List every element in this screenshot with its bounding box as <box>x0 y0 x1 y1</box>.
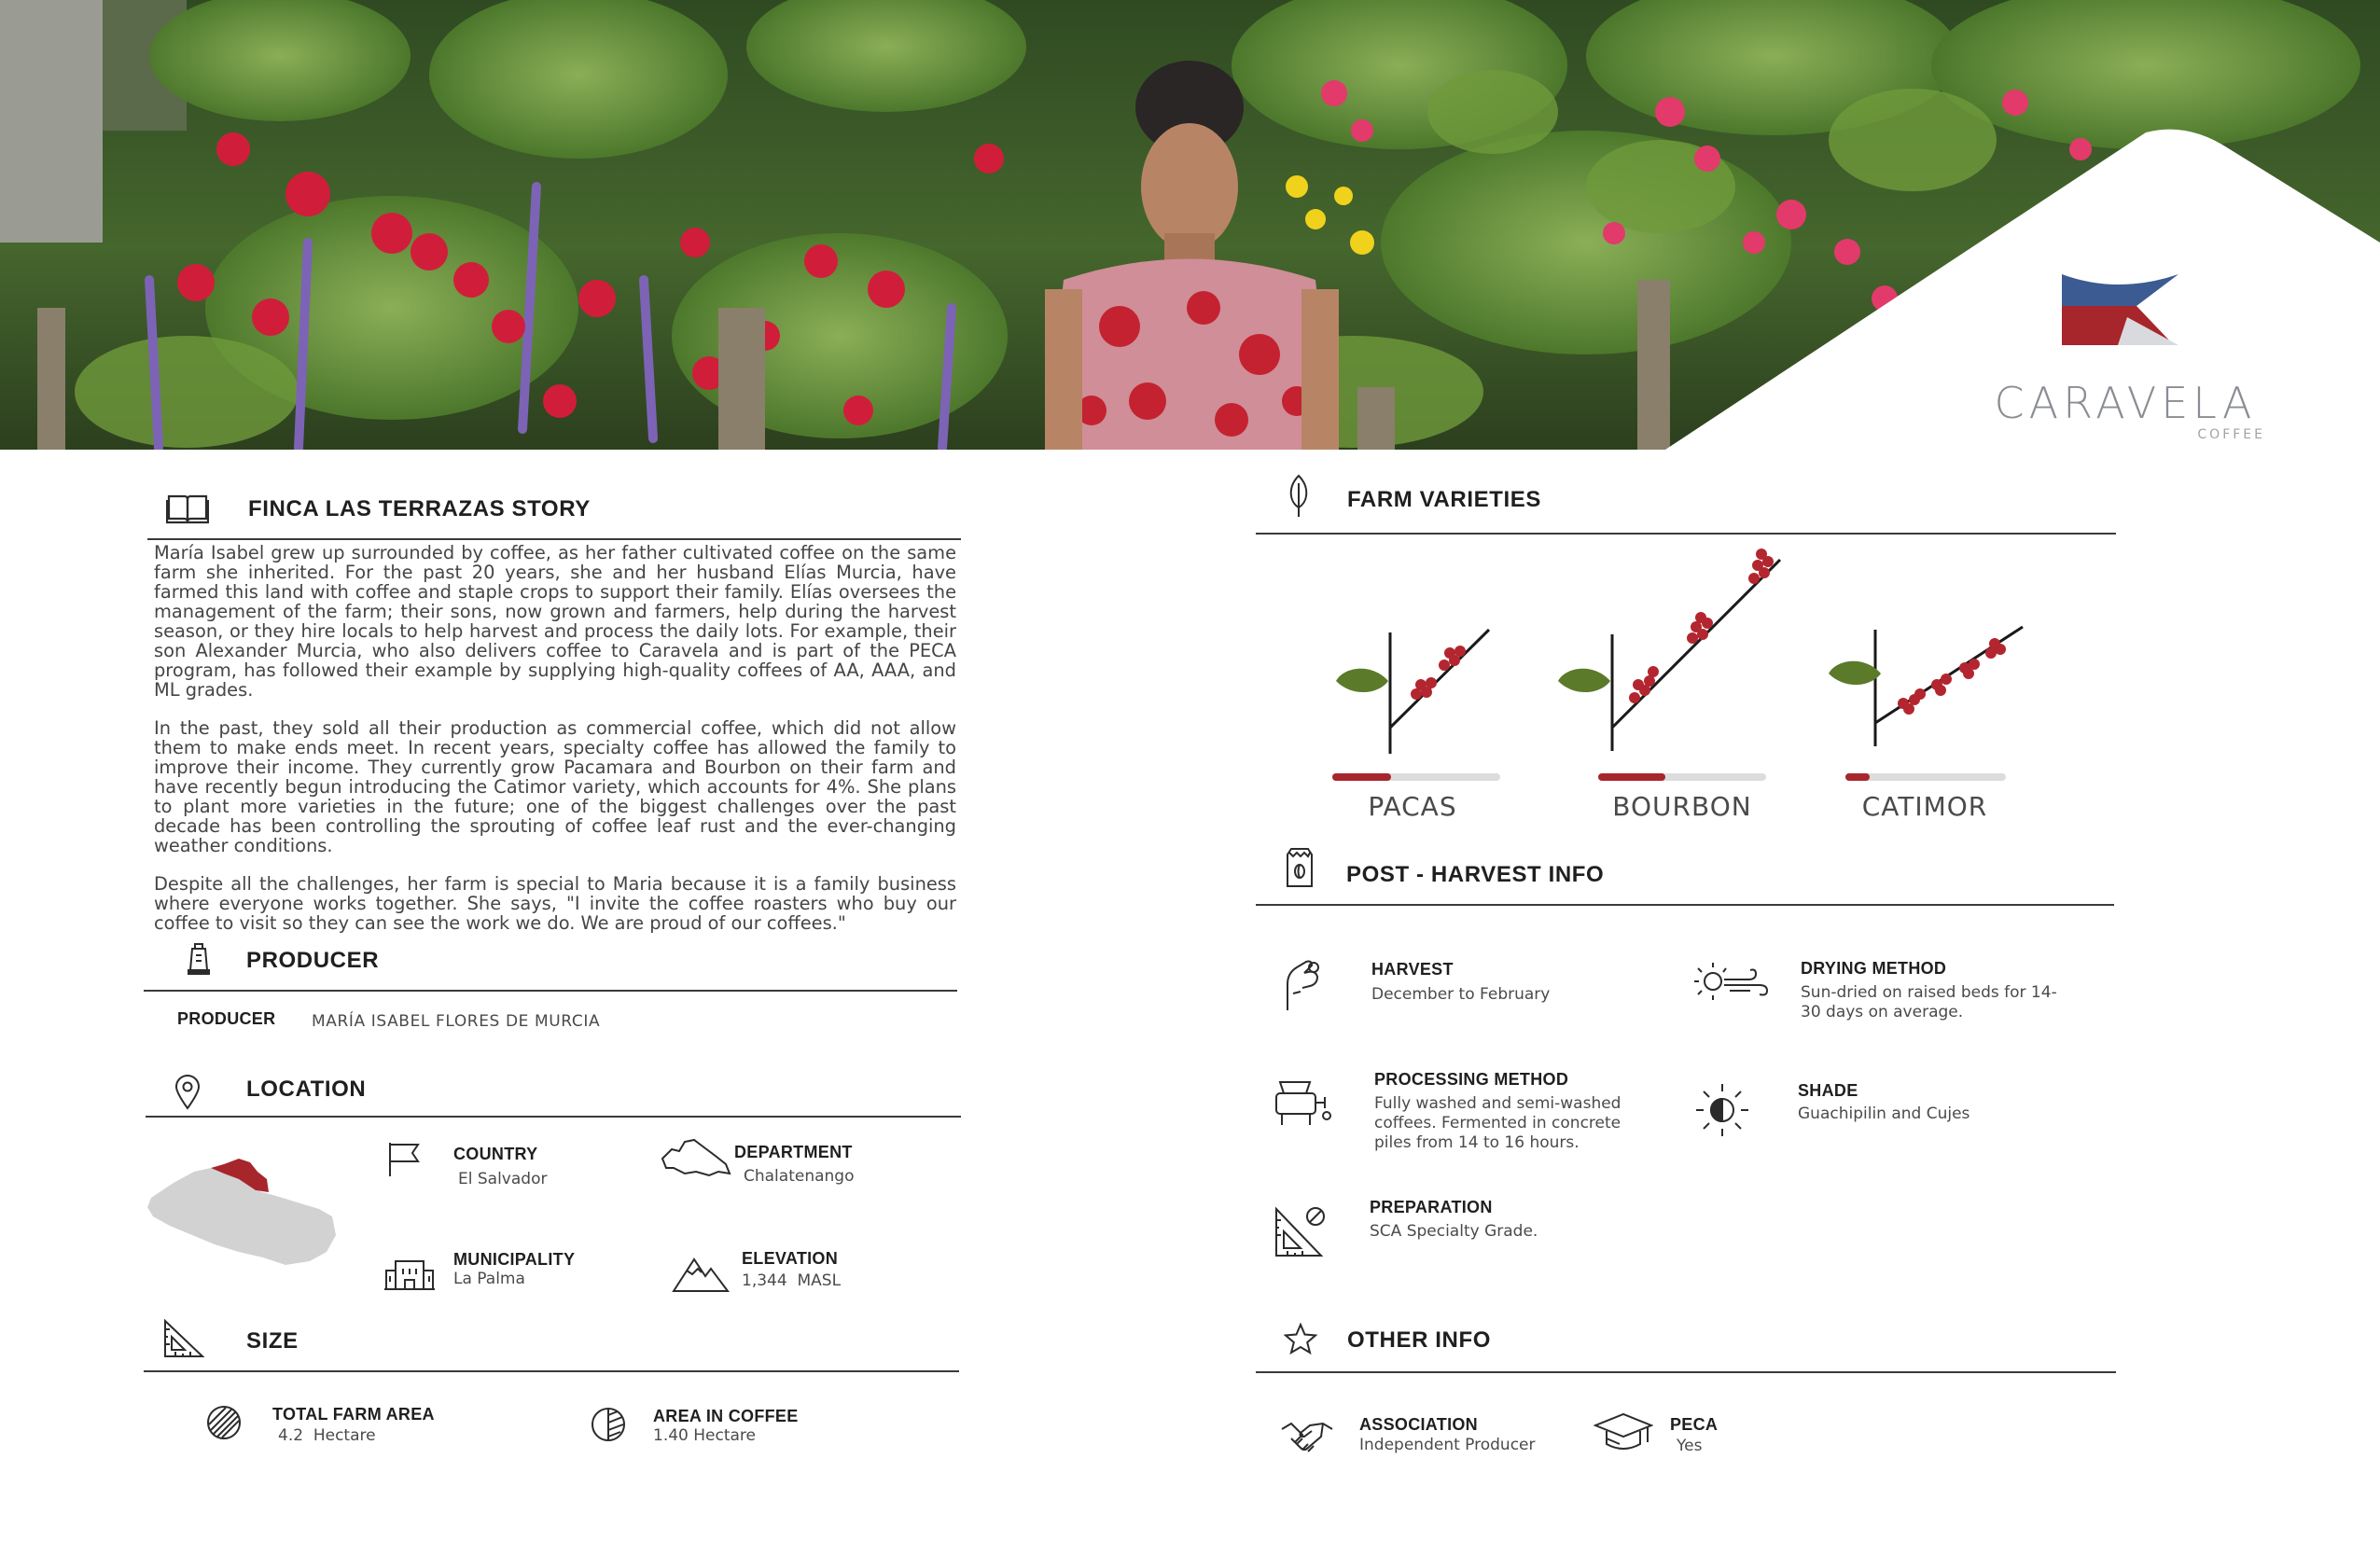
variety-bourbon-icon <box>1556 541 1789 787</box>
location-rule <box>146 1116 961 1118</box>
post-harvest-title: POST - HARVEST INFO <box>1346 862 1605 887</box>
variety-pacas-label: PACAS <box>1368 791 1457 822</box>
lantern-icon <box>187 942 211 976</box>
shade-label: SHADE <box>1798 1081 1858 1100</box>
coffee-area-value: 1.40 Hectare <box>653 1426 757 1445</box>
association-label: ASSOCIATION <box>1359 1415 1478 1434</box>
variety-bourbon-label: BOURBON <box>1612 791 1752 822</box>
handshake-icon <box>1280 1416 1334 1457</box>
country-label: COUNTRY <box>453 1145 538 1163</box>
territory-icon <box>661 1136 731 1179</box>
brand-sub: COFFEE <box>2197 427 2265 442</box>
story-title: FINCA LAS TERRAZAS STORY <box>248 496 591 521</box>
producer-label: PRODUCER <box>177 1009 276 1028</box>
harvest-label: HARVEST <box>1371 960 1454 979</box>
story-text <box>154 543 956 952</box>
circle-hatched-icon <box>205 1404 243 1441</box>
circle-half-icon <box>590 1406 627 1443</box>
preparation-value: SCA Specialty Grade. <box>1370 1222 1538 1241</box>
municipality-label: MUNICIPALITY <box>453 1250 576 1269</box>
star-icon <box>1284 1323 1317 1354</box>
municipality-value: La Palma <box>453 1270 525 1288</box>
story-paragraph: In the past, they sold all their production as commercial coffee, which did not allow them to make ends meet. In recent years, specialty coffee has allowed the family to improve their income. They currently grow Pacamara and Bourbon on their farm and have recently begun introducing the Catimor variety, which accounts for 4%. She plans to plant more varieties in the future; one of the biggest challenges over the past decade has been controlling the sprouting of coffee leaf rust and the ever-changing weather conditions. <box>154 717 956 856</box>
variety-pacas-bar <box>1332 767 1500 785</box>
producer-value: MARÍA ISABEL FLORES DE MURCIA <box>312 1012 601 1031</box>
preparation-label: PREPARATION <box>1370 1198 1493 1216</box>
total-area-label: TOTAL FARM AREA <box>272 1405 435 1424</box>
other-info-title: OTHER INFO <box>1347 1327 1491 1353</box>
depulper-icon <box>1273 1080 1332 1127</box>
variety-bourbon-bar <box>1598 767 1766 785</box>
department-label: DEPARTMENT <box>734 1143 853 1161</box>
varieties-title: FARM VARIETIES <box>1347 487 1541 512</box>
story-paragraph: Despite all the challenges, her farm is special to Maria because it is a family business where everyone works together. She says, "I invite the coffee roasters who buy our coffee to visit so they can see the work we do. We are proud of our coffees." <box>154 873 956 934</box>
drying-value: Sun-dried on raised beds for 14-30 days on average. <box>1801 983 2057 1021</box>
processing-label: PROCESSING METHOD <box>1374 1070 1569 1089</box>
mountain-icon <box>672 1254 730 1293</box>
shade-value: Guachipilin and Cujes <box>1798 1104 1970 1123</box>
variety-catimor-label: CATIMOR <box>1861 791 1988 822</box>
producer-rule <box>144 990 957 992</box>
coffee-bag-icon <box>1284 847 1315 888</box>
other-info-rule <box>1256 1371 2116 1373</box>
variety-pacas-icon <box>1334 616 1502 783</box>
hand-picking-icon <box>1278 956 1325 1012</box>
location-title: LOCATION <box>246 1077 367 1102</box>
post-harvest-rule <box>1256 904 2114 906</box>
drying-label: DRYING METHOD <box>1801 959 1947 978</box>
association-value: Independent Producer <box>1359 1436 1536 1454</box>
leaf-icon <box>1287 474 1310 519</box>
total-area-value: 4.2 Hectare <box>278 1426 376 1445</box>
building-icon <box>383 1254 437 1291</box>
variety-catimor-bar <box>1845 767 2006 785</box>
harvest-value: December to February <box>1371 985 1551 1004</box>
el-salvador-map <box>146 1155 341 1271</box>
processing-value: Fully washed and semi-washed coffees. Fermented in concrete piles from 14 to 16 hours. <box>1374 1094 1621 1152</box>
size-title: SIZE <box>246 1328 299 1354</box>
sun-wind-icon <box>1692 959 1769 1004</box>
set-square-icon <box>162 1318 205 1359</box>
elevation-value: 1,344 MASL <box>742 1271 842 1290</box>
map-pin-icon <box>174 1075 201 1110</box>
book-icon <box>166 493 209 524</box>
flag-icon <box>386 1141 424 1178</box>
variety-catimor-icon <box>1827 616 2032 783</box>
size-rule <box>144 1370 959 1372</box>
country-value: El Salvador <box>458 1170 548 1188</box>
varieties-rule <box>1256 533 2116 535</box>
story-paragraph: María Isabel grew up surrounded by coffee, as her father cultivated coffee on the same farm she inherited. For the past 20 years, she and her husband Elías Murcia, have farmed this land with coffee and staple crops to support their family. Elías oversees the management of the farm; their sons, now grown and farmers, help during the harvest season, or they hire locals to help harvest and process the daily lots. For example, their son Alexander Murcia, who also delivers coffee to Caravela and is part of the PECA program, has followed their example by supplying high-quality coffees of AA, AAA, and ML grades. <box>154 542 956 701</box>
producer-title: PRODUCER <box>246 948 380 973</box>
department-value: Chalatenango <box>744 1167 855 1186</box>
peca-value: Yes <box>1677 1437 1703 1455</box>
coffee-area-label: AREA IN COFFEE <box>653 1407 799 1425</box>
peca-label: PECA <box>1670 1415 1719 1434</box>
ruler-grade-icon <box>1274 1205 1325 1257</box>
elevation-label: ELEVATION <box>742 1249 839 1268</box>
brand-name: CARAVELA <box>1994 378 2257 428</box>
story-rule <box>147 538 961 540</box>
graduation-cap-icon <box>1594 1410 1653 1455</box>
shade-sun-icon <box>1692 1080 1752 1140</box>
